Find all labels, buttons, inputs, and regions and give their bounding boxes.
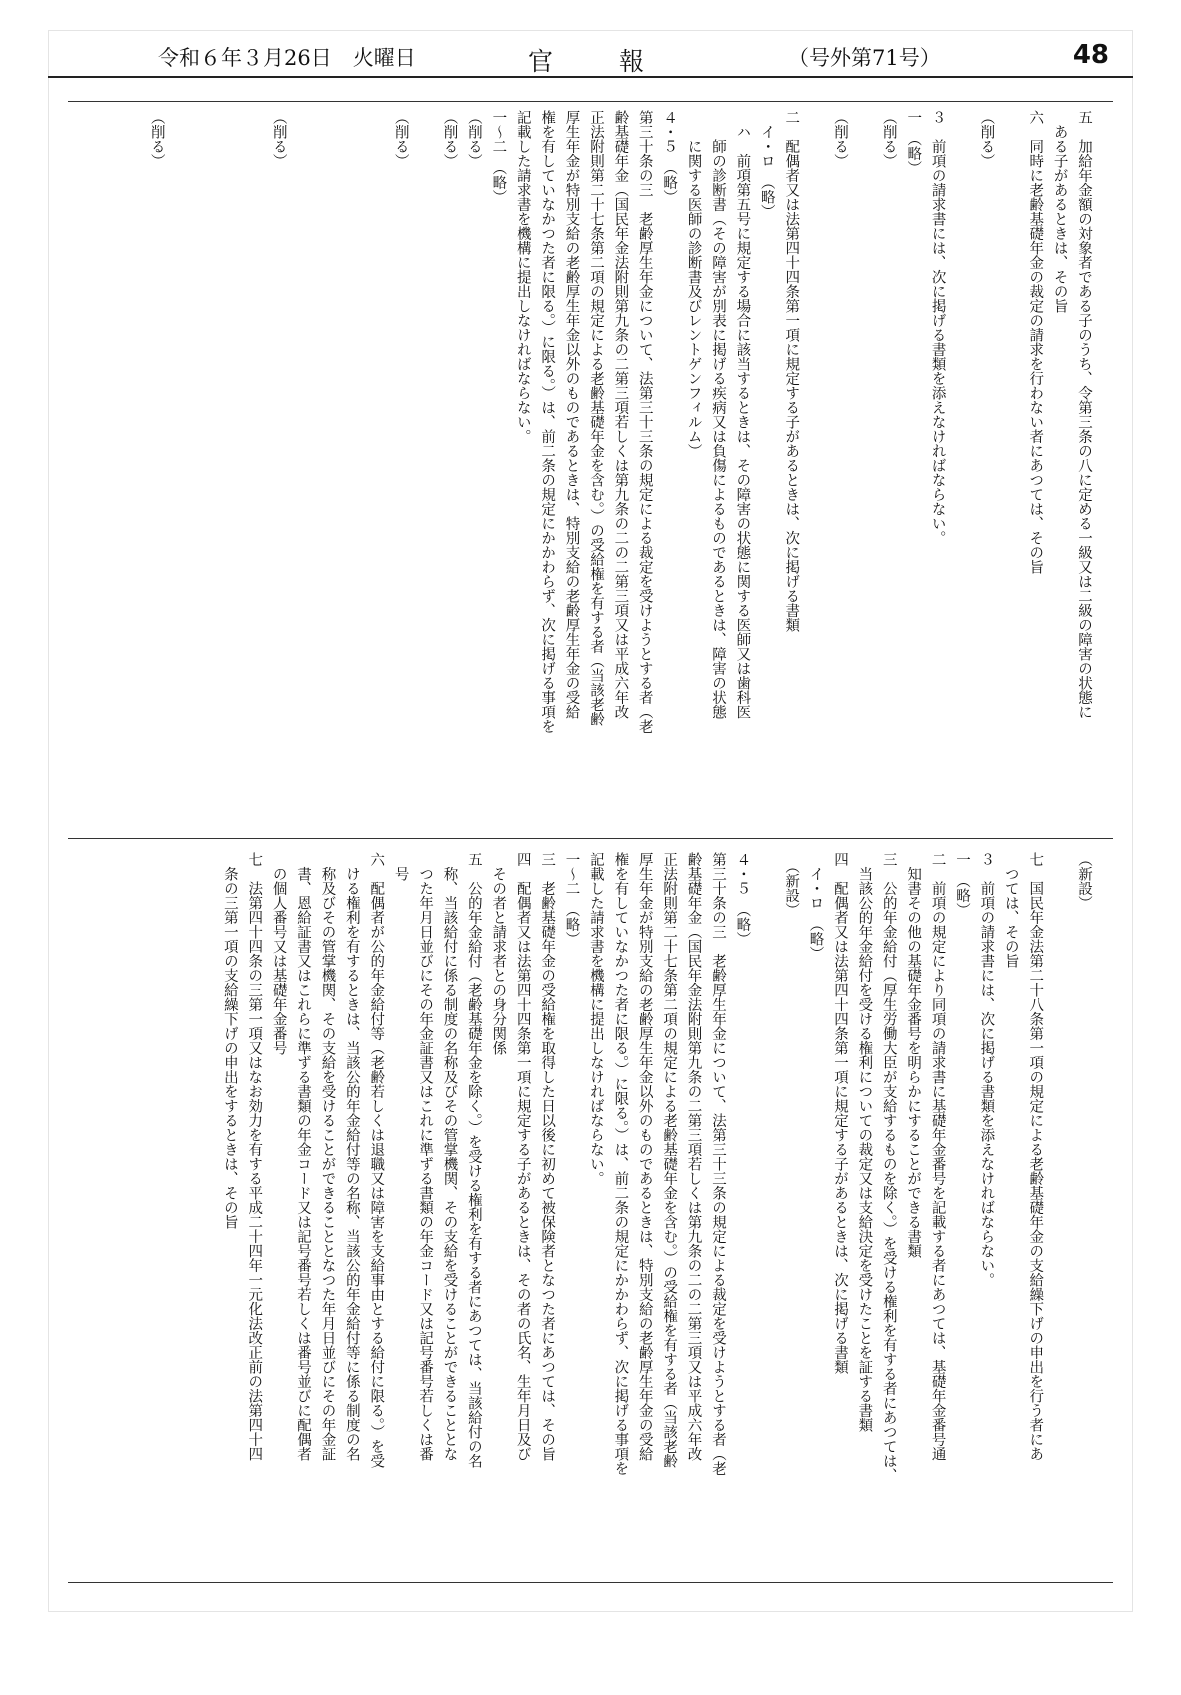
text-line: 齢基礎年金（国民年金法附則第九条の二第三項若しくは第九条の二の二第三項又は平成六年改 — [612, 110, 629, 719]
text-line: 四 配偶者又は法第四十四条第一項に規定する子があるときは、次に掲げる書類 — [831, 852, 848, 1374]
text-line: （削る） — [831, 110, 848, 168]
text-line: ４・５ （略） — [734, 852, 751, 947]
lower-text-column — [86, 852, 1096, 1570]
text-line: 二 配偶者又は法第四十四条第一項に規定する子があるときは、次に掲げる書類 — [783, 110, 800, 632]
text-line: ある子があるときは、その旨 — [1051, 110, 1068, 313]
text-line: 記載した請求書を機構に提出しなければならない。 — [587, 852, 604, 1186]
text-line: （削る） — [465, 110, 482, 168]
text-line: つては、その旨 — [1002, 852, 1019, 968]
text-line: （新設） — [783, 852, 800, 918]
page-number: 48 — [1072, 40, 1109, 70]
text-line: 第三十条の三 老齢厚生年金について、法第三十三条の規定による裁定を受けようとする者（老 — [709, 852, 726, 1476]
text-line: 知書その他の基礎年金番号を明らかにすることができる書類 — [905, 852, 922, 1258]
blank-line — [950, 110, 974, 825]
text-line: 記載した請求書を機構に提出しなければならない。 — [514, 110, 531, 444]
text-line: の個人番号又は基礎年金番号 — [270, 852, 287, 1055]
text-line: ３ 前項の請求書には、次に掲げる書類を添えなければならない。 — [978, 852, 995, 1287]
text-line: 一 （略） — [905, 110, 922, 176]
text-line: その者と請求者との身分関係 — [490, 852, 507, 1055]
blank-line — [242, 110, 266, 825]
divider-bottom — [68, 1582, 1113, 1583]
text-line: （新設） — [1076, 852, 1092, 910]
text-line: （削る） — [392, 110, 409, 168]
text-line: イ・ロ （略） — [807, 852, 824, 961]
blank-line — [315, 110, 339, 825]
blank-line — [998, 110, 1022, 825]
text-line: ける権利を有するときは、当該公的年金給付等の名称、当該公的年金給付等に係る制度の名 — [343, 852, 360, 1461]
issue-date: 令和６年３月26日 火曜日 — [158, 46, 416, 70]
text-line: 当該公的年金給付を受ける権利についての裁定又は支給決定を受けたことを証する書類 — [856, 852, 873, 1432]
blank-line — [193, 110, 217, 825]
text-line: ４・５ （略） — [661, 110, 678, 205]
text-line: 書、恩給証書又はこれらに準ずる書類の年金コード又は記号番号若しくは番号並びに配偶者 — [295, 852, 312, 1461]
blank-line — [169, 110, 193, 825]
text-line: 厚生年金が特別支給の老齢厚生年金以外のものであるときは、特別支給の老齢厚生年金の受給 — [636, 852, 653, 1461]
divider-top — [68, 101, 1113, 102]
text-line: 号 — [392, 852, 409, 881]
text-line: 正法附則第二十七条第二項の規定による老齢基礎年金を含む。）の受給権を有する者（当該老齢 — [661, 852, 678, 1469]
text-line: 厚生年金が特別支給の老齢厚生年金以外のものであるときは、特別支給の老齢厚生年金の受給 — [563, 110, 580, 719]
text-line: 一 （略） — [953, 852, 970, 918]
blank-line — [340, 110, 364, 825]
text-line: （削る） — [880, 110, 897, 168]
text-line: ハ 前項第五号に規定する場合に該当するときは、その障害の状態に関する医師又は歯科医 — [734, 110, 751, 719]
text-line: 師の診断書（その障害が別表に掲げる疾病又は負傷によるものであるときは、障害の状態 — [709, 110, 726, 719]
blank-line — [291, 110, 315, 825]
text-line: 五 加給年金額の対象者である子のうち、令第三条の八に定める一級又は二級の障害の状態に — [1076, 110, 1092, 719]
text-line: イ・ロ （略） — [758, 110, 775, 219]
text-line: 一～二 （略） — [563, 852, 580, 947]
text-line: 六 配偶者が公的年金給付等（老齢若しくは退職又は障害を支給事由とする給付に限る。）を受 — [368, 852, 385, 1469]
blank-line — [413, 110, 437, 825]
text-line: ３ 前項の請求書には、次に掲げる書類を添えなければならない。 — [929, 110, 946, 545]
text-line: 二 前項の規定により同項の請求書に基礎年金番号を記載する者にあつては、基礎年金番号通 — [929, 852, 946, 1461]
text-line: 称及びその管掌機関、その支給を受けることができることとなつた年月日並びにその年金証 — [319, 852, 336, 1461]
text-line: 五 公的年金給付（老齢基礎年金を除く。）を受ける権利を有する者にあつては、当該給付の名 — [465, 852, 482, 1469]
text-line: 条の三第一項の支給繰下げの申出をするときは、その旨 — [221, 852, 238, 1229]
text-line: （削る） — [148, 110, 165, 168]
issue-number: （号外第71号） — [788, 46, 941, 70]
upper-text-column — [86, 110, 1096, 825]
text-line: 齢基礎年金（国民年金法附則第九条の二第三項若しくは第九条の二の二第三項又は平成六年改 — [685, 852, 702, 1461]
text-line: 七 法第四十四条の三第一項又はなお効力を有する平成二十四年一元化法改正前の法第四十四 — [246, 852, 263, 1461]
text-line: 七 国民年金法第二十八条第一項の規定による老齢基礎年金の支給繰下げの申出を行う者にあ — [1027, 852, 1044, 1461]
blank-line — [364, 110, 388, 825]
blank-line — [218, 110, 242, 825]
divider-middle — [68, 838, 1113, 839]
text-line: 三 老齢基礎年金の受給権を取得した日以後に初めて被保険者となつた者にあつては、その旨 — [539, 852, 556, 1461]
text-line: （削る） — [978, 110, 995, 168]
gazette-title: 官報 — [528, 47, 711, 76]
blank-line — [1047, 852, 1071, 1570]
text-line: 権を有していなかつた者に限る。）に限る。）は、前二条の規定にかかわらず、次に掲げる事項を — [612, 852, 629, 1476]
text-line: 六 同時に老齢基礎年金の裁定の請求を行わない者にあつては、その旨 — [1027, 110, 1044, 574]
text-line: 第三十条の三 老齢厚生年金について、法第三十三条の規定による裁定を受けようとする者（老 — [636, 110, 653, 734]
text-line: 三 公的年金給付（厚生労働大臣が支給するものを除く。）を受ける権利を有する者にあつては、 — [880, 852, 897, 1483]
page-header — [48, 38, 1133, 78]
blank-line — [852, 110, 876, 825]
text-line: つた年月日並びにその年金証書又はこれに準ずる書類の年金コード又は記号番号若しくは番 — [417, 852, 434, 1461]
text-line: 正法附則第二十七条第二項の規定による老齢基礎年金を含む。）の受給権を有する者（当該老齢 — [587, 110, 604, 727]
blank-line — [803, 110, 827, 825]
text-line: 四 配偶者又は法第四十四条第一項に規定する子があるときは、その者の氏名、生年月日及び — [514, 852, 531, 1461]
text-line: に関する医師の診断書及びレントゲンフィルム） — [685, 110, 702, 458]
text-line: 一～二 （略） — [490, 110, 507, 205]
text-line: （削る） — [441, 110, 458, 168]
text-line: （削る） — [270, 110, 287, 168]
text-line: 称、当該給付に係る制度の名称及びその管掌機関、その支給を受けることができることとな — [441, 852, 458, 1461]
text-line: 権を有していなかつた者に限る。）に限る。）は、前二条の規定にかかわらず、次に掲げる事項を — [539, 110, 556, 734]
blank-line — [754, 852, 778, 1570]
